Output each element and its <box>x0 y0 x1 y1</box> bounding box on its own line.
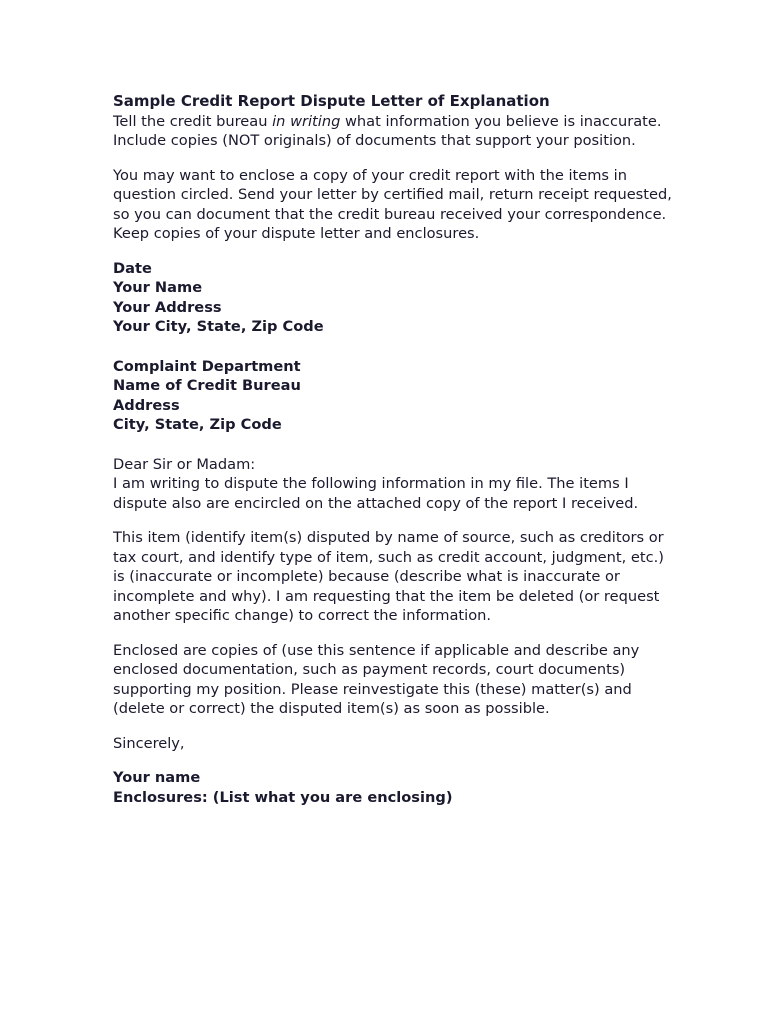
recipient-department: Complaint Department <box>113 357 301 375</box>
signature-name: Your name <box>113 769 201 786</box>
recipient-city: City, State, Zip Code <box>113 416 282 433</box>
document-title: Sample Credit Report Dispute Letter of Explanation <box>113 92 550 110</box>
sender-name: Your Name <box>113 279 203 296</box>
opening-block <box>113 455 673 514</box>
enclosures-line: Enclosures: (List what you are enclosing) <box>113 788 453 806</box>
letter-page <box>113 92 673 807</box>
sender-city: Your City, State, Zip Code <box>113 318 324 335</box>
recipient-address: Address <box>113 396 180 414</box>
sender-date: Date <box>113 259 152 277</box>
enclose-paragraph: You may want to enclose a copy of your credit report with the items in question circled. Send your letter by certified mail, return receipt requested, so you can document that the credit bureau received your correspondence. Keep copies of your dispute letter and enclosures. <box>113 166 672 242</box>
salutation: Dear Sir or Madam: <box>113 455 256 473</box>
signature-block <box>113 768 673 807</box>
intro-paragraph <box>113 112 673 151</box>
sender-block <box>113 259 673 337</box>
closing: Sincerely, <box>113 734 185 752</box>
recipient-block <box>113 357 673 435</box>
recipient-bureau: Name of Credit Bureau <box>113 377 301 394</box>
body-paragraph-1: I am writing to dispute the following information in my file. The items I dispute also are encircled on the attached copy of the report I received. <box>113 475 639 512</box>
intro-text-start: Tell the credit bureau <box>113 112 273 130</box>
intro-emphasis: in writing <box>272 112 341 130</box>
intro-text-end: what information you believe is inaccurate. Include copies (NOT originals) of documents that support your position. <box>113 112 662 149</box>
body-paragraph-2: This item (identify item(s) disputed by name of source, such as creditors or tax court, and identify type of item, such as credit account, judgment, etc.) is (inaccurate or incomplete) because (describe what is inaccurate or incomplete and why). I am requesting that the item be deleted (or request another specific change) to correct the information. <box>113 529 664 624</box>
body-paragraph-3: Enclosed are copies of (use this sentence if applicable and describe any enclosed documentation, such as payment records, court documents) supporting my position. Please reinvestigate this (these) matter(s) and (delete or correct) the disputed item(s) as soon as possible. <box>113 641 640 717</box>
sender-address: Your Address <box>113 298 222 316</box>
